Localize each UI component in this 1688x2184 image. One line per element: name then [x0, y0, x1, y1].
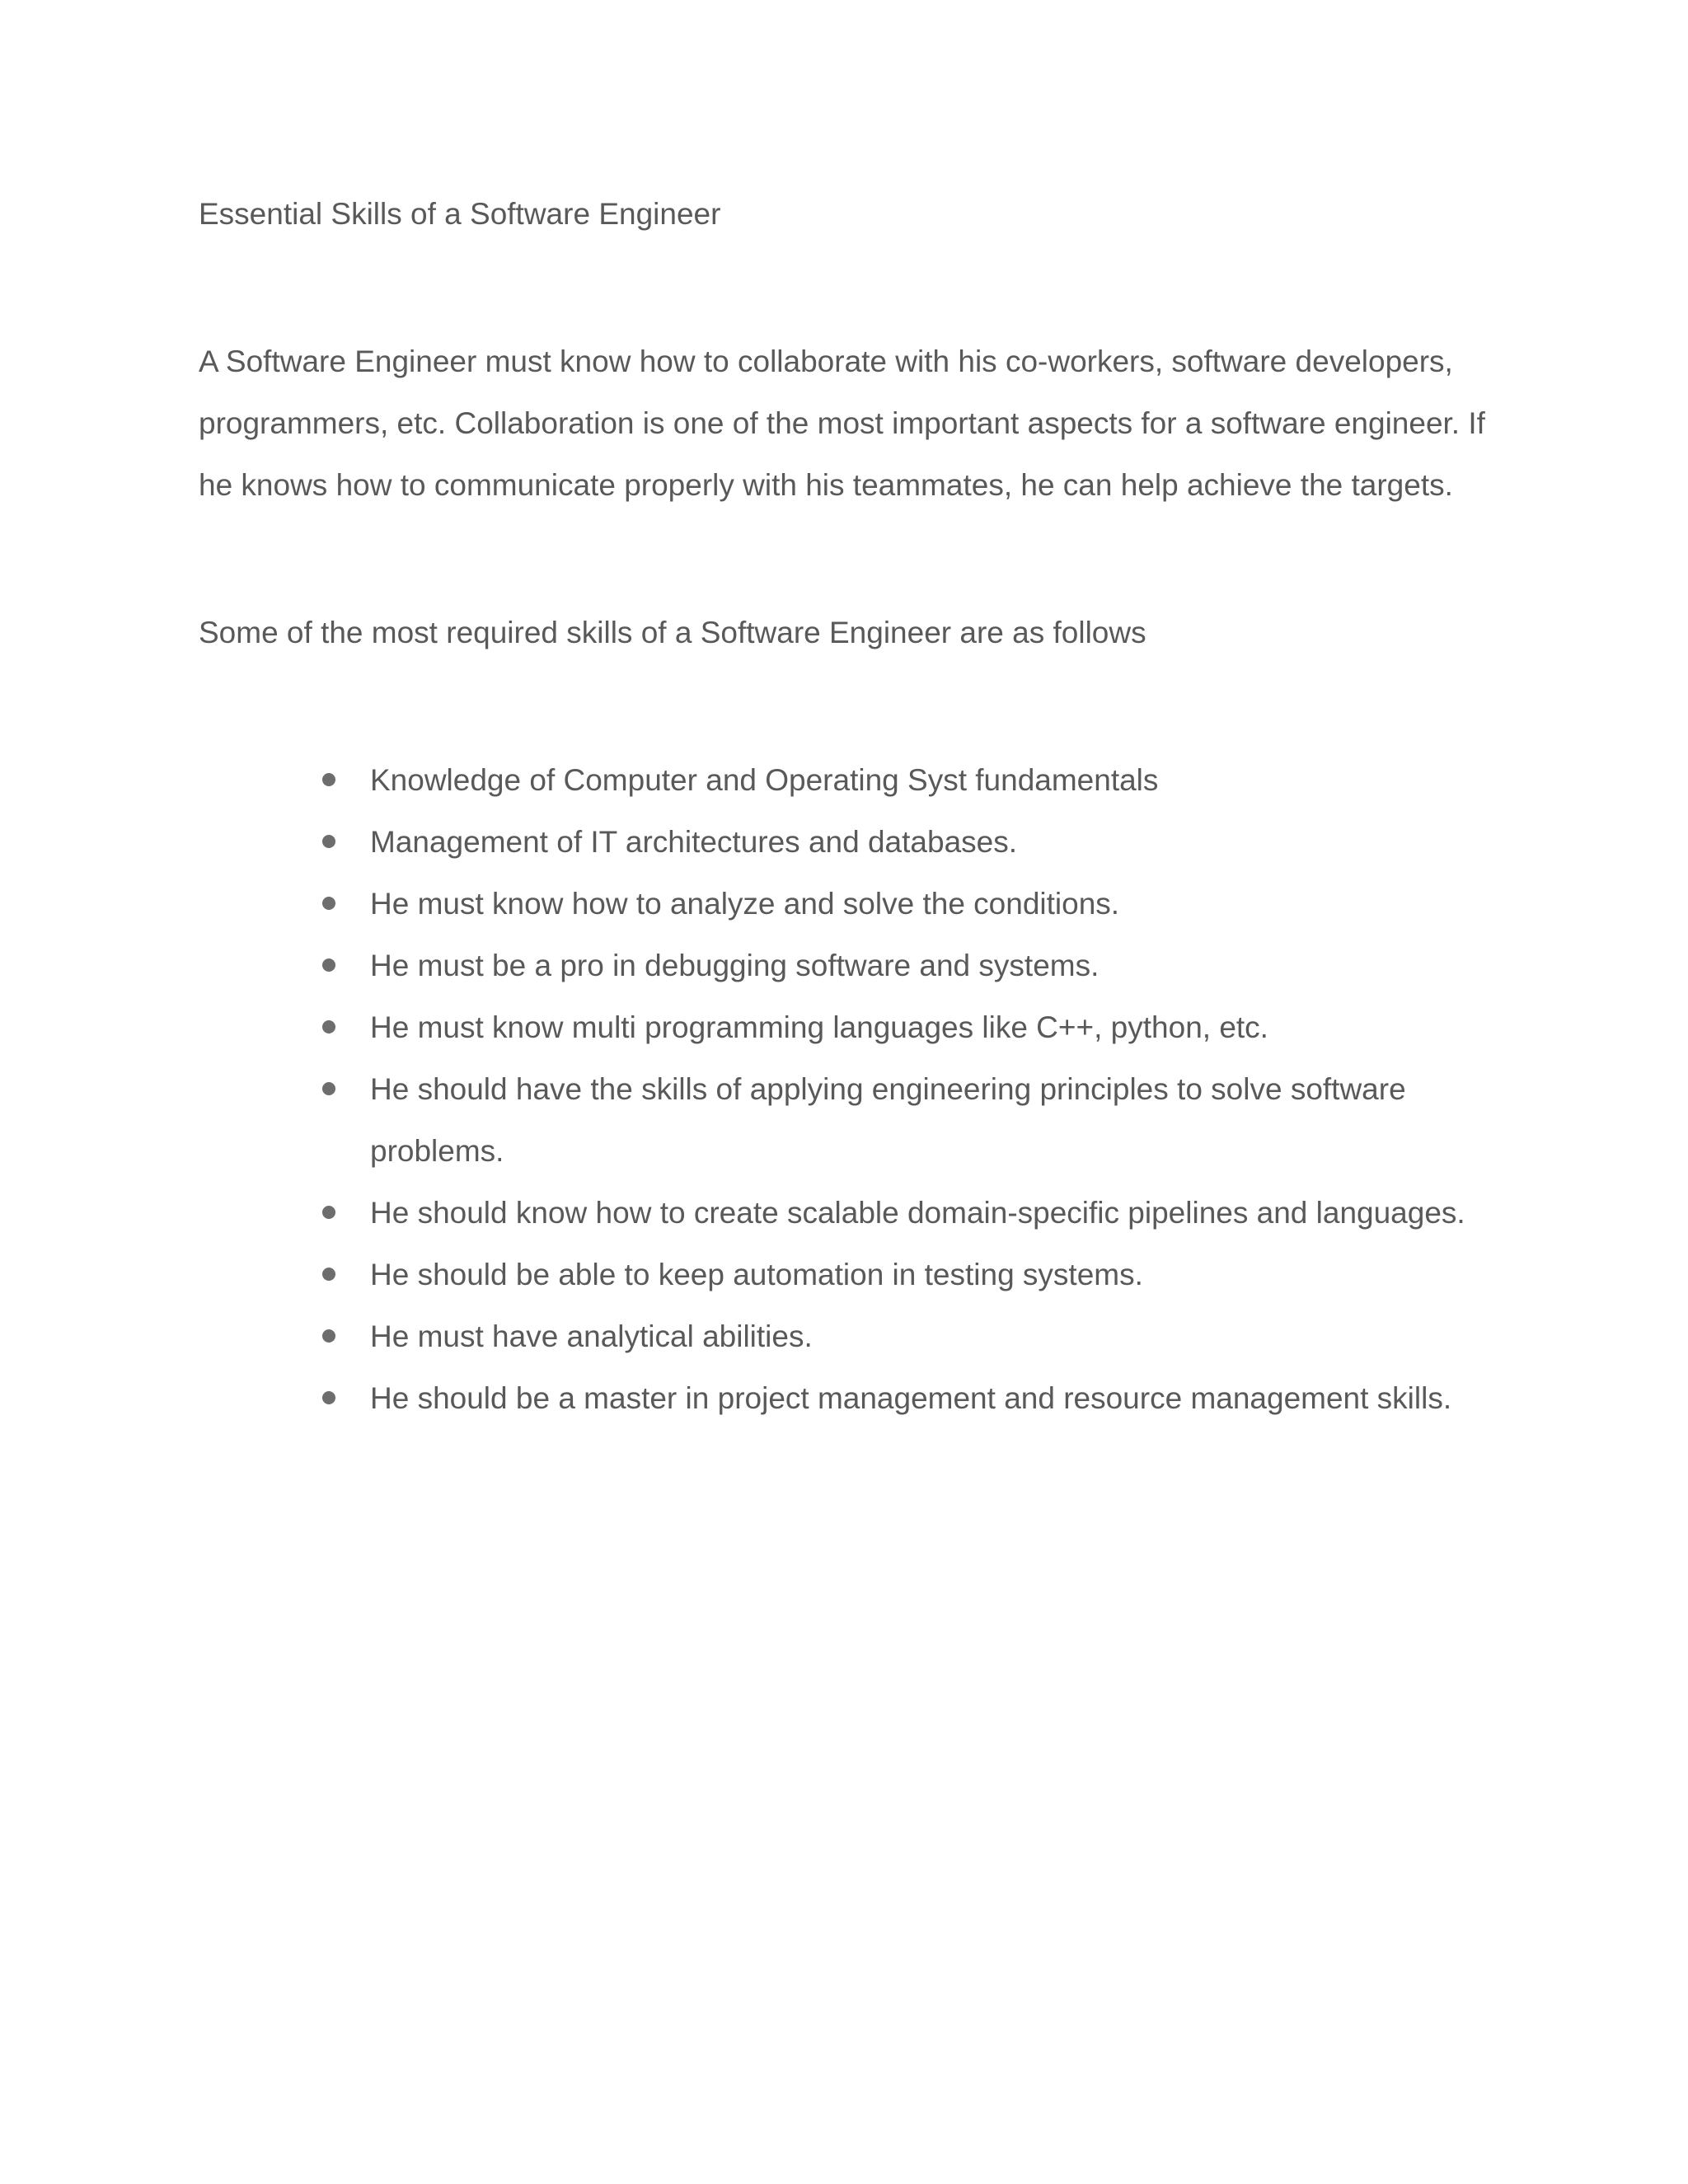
skill-text: He must know multi programming languages like C++, python, etc. [370, 1010, 1268, 1044]
skill-text: He should know how to create scalable domain-specific pipelines and languages. [370, 1196, 1465, 1230]
bullet-dot-icon [322, 897, 335, 910]
bullet-dot-icon [322, 1329, 335, 1343]
skill-item [370, 811, 1497, 873]
skills-lead-paragraph: Some of the most required skills of a Software Engineer are as follows [199, 616, 1146, 649]
skill-text: He should be able to keep automation in testing systems. [370, 1258, 1143, 1291]
skills-list [199, 749, 1497, 1429]
skill-item [370, 996, 1497, 1058]
skill-item [370, 749, 1497, 811]
skill-item [370, 873, 1497, 935]
bullet-dot-icon [322, 1020, 335, 1033]
skill-item [370, 1244, 1497, 1305]
skill-item [370, 1058, 1497, 1182]
bullet-dot-icon [322, 1082, 335, 1095]
skill-text: He must know how to analyze and solve the conditions. [370, 887, 1120, 921]
skill-text: He must be a pro in debugging software and systems. [370, 949, 1100, 982]
skill-item [370, 1305, 1497, 1367]
document-title: Essential Skills of a Software Engineer [199, 197, 721, 231]
bullet-dot-icon [322, 773, 335, 786]
skill-item [370, 1367, 1497, 1429]
skill-item [370, 1182, 1497, 1244]
skill-text: He should have the skills of applying engineering principles to solve software problems. [370, 1072, 1406, 1168]
document-body [199, 183, 1497, 1429]
skill-item [370, 935, 1497, 996]
skill-text: He must have analytical abilities. [370, 1319, 813, 1353]
bullet-dot-icon [322, 958, 335, 972]
bullet-dot-icon [322, 835, 335, 848]
bullet-dot-icon [322, 1268, 335, 1281]
skill-text: Management of IT architectures and databases. [370, 825, 1018, 859]
bullet-dot-icon [322, 1391, 335, 1404]
intro-paragraph: A Software Engineer must know how to collaborate with his co-workers, software developers, programmers, etc. Collaboration is one of the most important aspects for a software engineer. If he knows how to communicate properly with his teammates, he can help achieve the targets. [199, 344, 1485, 502]
skill-text: He should be a master in project management and resource management skills. [370, 1381, 1452, 1415]
skill-text: Knowledge of Computer and Operating Syst fundamentals [370, 763, 1159, 797]
bullet-dot-icon [322, 1206, 335, 1219]
